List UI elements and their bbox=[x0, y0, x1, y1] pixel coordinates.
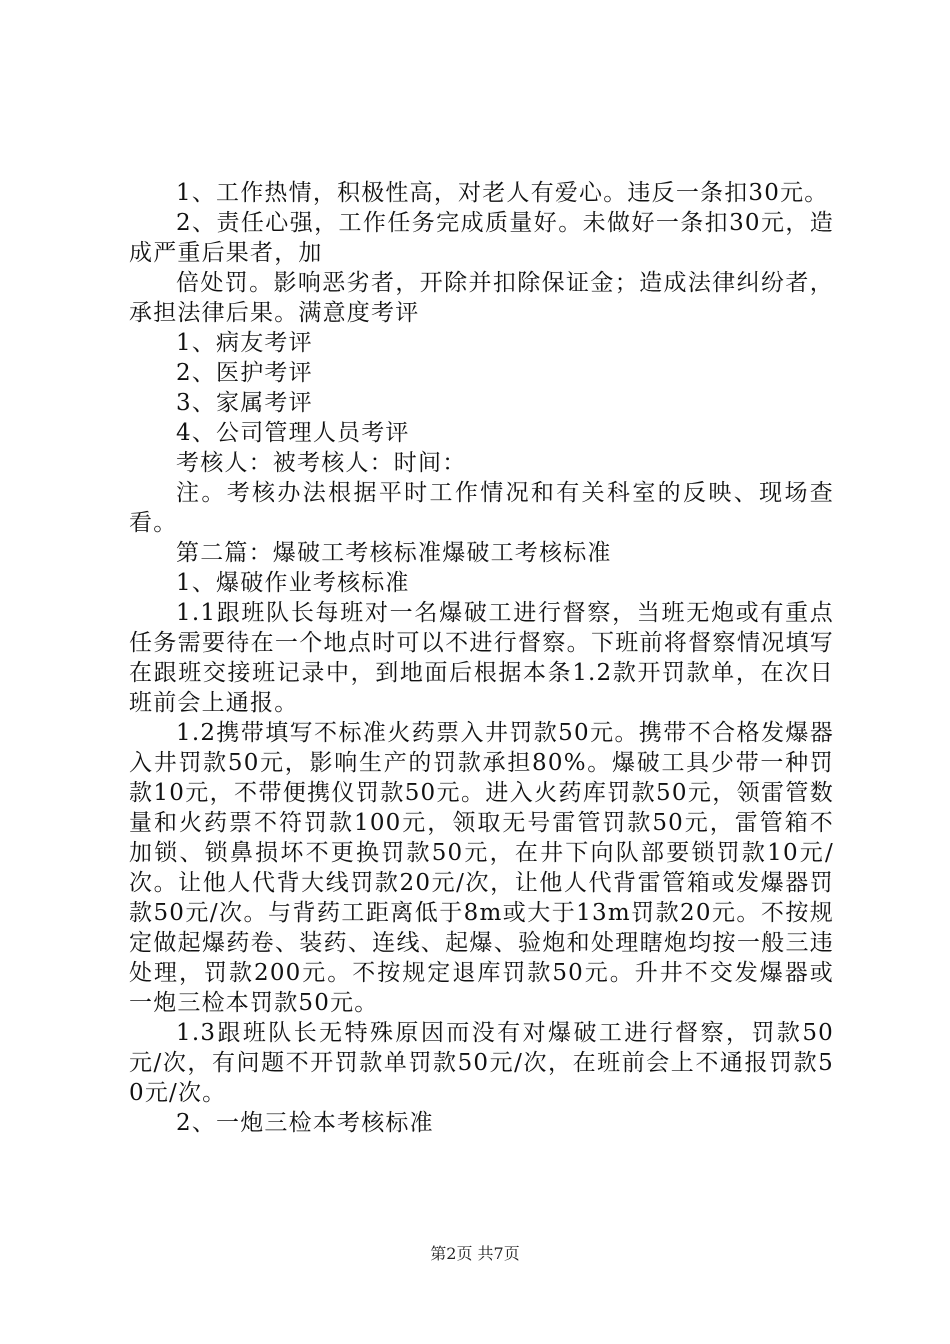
paragraph-1: 1、工作热情，积极性高，对老人有爱心。违反一条扣30元。 bbox=[176, 180, 829, 206]
paragraph-2: 2、责任心强，工作任务完成质量好。未做好一条扣30元，造成严重后果者，加 bbox=[129, 210, 834, 266]
paragraph-8: 考核人：被考核人：时间： bbox=[176, 450, 467, 476]
paragraph-5: 2、医护考评 bbox=[176, 360, 313, 386]
clause-1-2: 1.2携带填写不标准火药票入井罚款50元。携带不合格发爆器入井罚款50元，影响生产的罚款承担80%。爆破工具少带一种罚款10元，不带便携仪罚款50元。进入火药库罚款50元，领雷管数量和火药票不符罚款100元，领取无号雷管罚款50元，雷管箱不加锁、锁鼻损坏不更换罚款50元，在井下向队部要锁罚款10元/次。让他人代背大线罚款20元/次，让他人代背雷管箱或发爆器罚款50元/次。与背药工距离低于8m或大于13m罚款20元。不按规定做起爆药卷、装药、连线、起爆、验炮和处理瞎炮均按一般三违处理，罚款200元。不按规定退库罚款50元。升井不交发爆器或一炮三检本罚款50元。 bbox=[129, 720, 834, 1016]
paragraph-4: 1、病友考评 bbox=[176, 330, 313, 356]
paragraph-7: 4、公司管理人员考评 bbox=[176, 420, 410, 446]
document-body bbox=[129, 178, 834, 1138]
paragraph-3: 倍处罚。影响恶劣者，开除并扣除保证金；造成法律纠纷者，承担法律后果。满意度考评 bbox=[129, 270, 834, 326]
section-heading: 第二篇：爆破工考核标准爆破工考核标准 bbox=[176, 540, 612, 566]
clause-1-1: 1.1跟班队长每班对一名爆破工进行督察，当班无炮或有重点任务需要待在一个地点时可以不进行督察。下班前将督察情况填写在跟班交接班记录中，到地面后根据本条1.2款开罚款单，在次日班前会上通报。 bbox=[129, 600, 834, 716]
subheading-2: 2、一炮三检本考核标准 bbox=[176, 1110, 434, 1136]
page-number-footer: 第2页 共7页 bbox=[430, 1244, 520, 1263]
subheading-1: 1、爆破作业考核标准 bbox=[176, 570, 410, 596]
paragraph-6: 3、家属考评 bbox=[176, 390, 313, 416]
clause-1-3: 1.3跟班队长无特殊原因而没有对爆破工进行督察，罚款50元/次，有问题不开罚款单罚款50元/次，在班前会上不通报罚款50元/次。 bbox=[129, 1020, 834, 1106]
paragraph-9: 注。考核办法根据平时工作情况和有关科室的反映、现场查看。 bbox=[129, 480, 834, 536]
